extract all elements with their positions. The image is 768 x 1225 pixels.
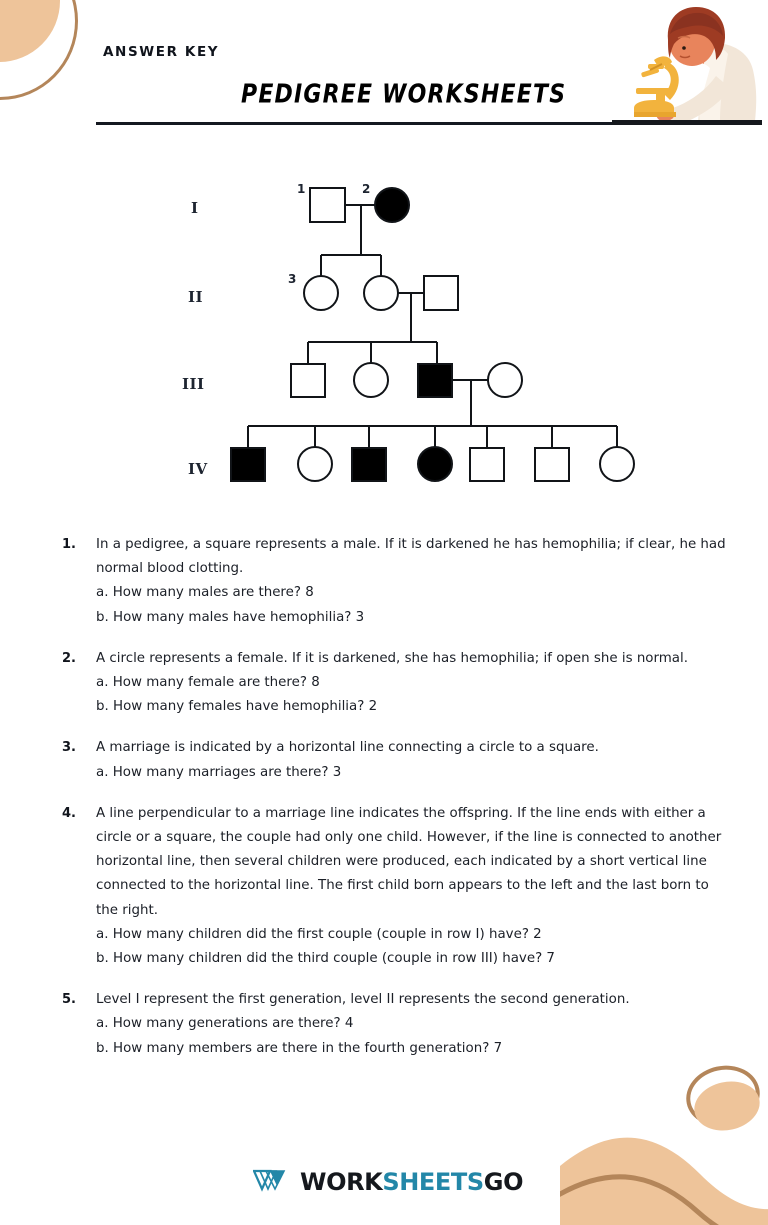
question-item-2 [62, 647, 734, 720]
pedigree-symbols-and-lines [0, 160, 768, 510]
w-chevron-mark-icon [253, 1169, 287, 1196]
decorative-wave-bottom-right [560, 1126, 768, 1225]
question-body [96, 647, 734, 720]
question-item-3 [62, 736, 734, 784]
worksheetsgo-logo[interactable] [253, 1168, 523, 1196]
scientist-with-microscope-illustration [612, 4, 762, 130]
question-sub-b: b. How many members are there in the fourth generation? 7 [96, 1040, 503, 1056]
question-sub-b: b. How many males have hemophilia? 3 [96, 609, 365, 625]
question-number: 3. [62, 740, 76, 756]
question-body [96, 736, 734, 784]
decorative-oval-bottom-right [690, 1076, 765, 1137]
question-number: 2. [62, 650, 76, 666]
question-number: 5. [62, 992, 76, 1008]
question-stem: Level I represent the first generation, level II represents the second generation. [96, 992, 630, 1008]
header-divider [96, 122, 696, 125]
question-sub-a: a. How many female are there? 8 [96, 675, 320, 691]
generation-label-II: II [188, 288, 204, 306]
questions-list [62, 533, 734, 1078]
individual-number-2: 2 [362, 182, 371, 196]
question-sub-b: b. How many children did the third couple (couple in row III) have? 7 [96, 951, 555, 967]
individual-number-3: 3 [288, 272, 297, 286]
question-item-1 [62, 533, 734, 630]
question-sub-a: a. How many generations are there? 4 [96, 1016, 354, 1032]
question-sub-a: a. How many males are there? 8 [96, 585, 314, 601]
question-body [96, 988, 734, 1061]
logo-text-go: GO [483, 1168, 524, 1196]
question-stem: A line perpendicular to a marriage line indicates the offspring. If the line ends with either a circle or a square, the couple had only one child. However, if the line is connected to another horizontal line, then several children were produced, each indicated by a short vertical line connected to the horizontal line. The first child born appears to the left and the last born to the right. [96, 805, 722, 918]
question-body [96, 802, 734, 971]
question-item-4 [62, 802, 734, 971]
generation-label-IV: IV [188, 460, 208, 478]
question-body [96, 533, 734, 630]
individual-number-1: 1 [297, 182, 306, 196]
question-item-5 [62, 988, 734, 1061]
logo-text-work: WORK [300, 1168, 383, 1196]
answer-key-label: ANSWER KEY [103, 44, 220, 60]
logo-text-sheets: SHEETS [382, 1168, 484, 1196]
page-title: PEDIGREE WORKSHEETS [241, 80, 567, 110]
pedigree-chart [0, 160, 768, 510]
question-sub-b: b. How many females have hemophilia? 2 [96, 699, 378, 715]
question-stem: In a pedigree, a square represents a male. If it is darkened he has hemophilia; if clear, he had normal blood clotting. [96, 537, 726, 577]
question-number: 4. [62, 805, 76, 821]
question-number: 1. [62, 537, 76, 552]
question-stem: A marriage is indicated by a horizontal line connecting a circle to a square. [96, 740, 599, 756]
question-stem: A circle represents a female. If it is darkened, she has hemophilia; if open she is normal. [96, 650, 688, 666]
generation-label-III: III [182, 375, 205, 393]
question-sub-a: a. How many marriages are there? 3 [96, 764, 342, 780]
generation-label-I: I [191, 199, 199, 217]
question-sub-a: a. How many children did the first couple (couple in row I) have? 2 [96, 926, 542, 942]
